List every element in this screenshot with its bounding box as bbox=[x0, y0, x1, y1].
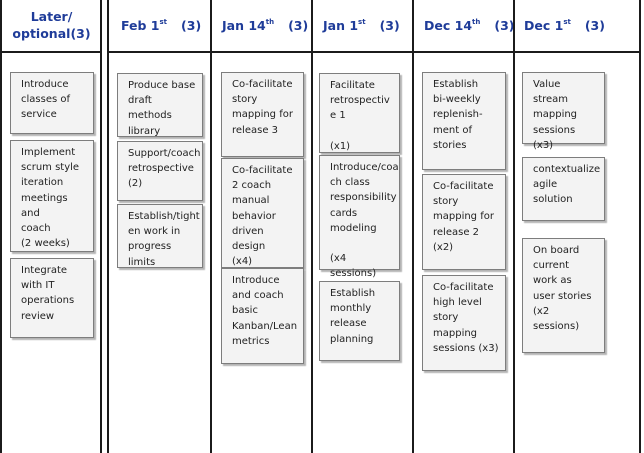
card: Implement scrum style iteration meetings and coach (2 weeks) bbox=[10, 140, 94, 252]
card: contextualize agile solution bbox=[522, 157, 605, 221]
column-title: Later/ bbox=[30, 9, 73, 24]
card: Value stream mapping sessions (x3) bbox=[522, 72, 605, 144]
column-later-optional bbox=[0, 0, 101, 453]
card: Introduce and coach basic Kanban/Lean metrics bbox=[221, 268, 304, 364]
card: Establish/tight en work in progress limits bbox=[117, 204, 203, 268]
column-header bbox=[313, 0, 412, 53]
card: Introduce/coa ch class responsibility cards modeling (x4 sessions) bbox=[319, 155, 400, 270]
column-feb-1st bbox=[107, 0, 210, 453]
column-header bbox=[2, 0, 101, 53]
card: Integrate with IT operations review bbox=[10, 258, 94, 338]
column-dec-1st bbox=[513, 0, 641, 453]
column-title: Dec 14th bbox=[424, 18, 481, 33]
column-jan-1st bbox=[311, 0, 412, 453]
column-title: Jan 14th bbox=[222, 18, 275, 33]
column-count: (3) bbox=[379, 18, 400, 33]
column-count: (3) bbox=[288, 18, 309, 33]
card: On board current work as user stories (x2 sessions) bbox=[522, 238, 605, 353]
column-header bbox=[414, 0, 513, 53]
column-count: (3) bbox=[181, 18, 202, 33]
card: Co-facilitate high level story mapping sessions (x3) bbox=[422, 275, 506, 371]
column-count: (3) bbox=[494, 18, 515, 33]
card: Introduce classes of service bbox=[10, 72, 94, 134]
column-title: Jan 1st bbox=[323, 18, 366, 33]
column-header bbox=[515, 0, 639, 53]
column-title: Feb 1st bbox=[121, 18, 168, 33]
card: Co-facilitate story mapping for release 2 (x2) bbox=[422, 174, 506, 270]
column-count: (3) bbox=[70, 26, 91, 41]
card: Support/coach retrospective (2) bbox=[117, 141, 203, 201]
column-header bbox=[212, 0, 311, 53]
column-title: Dec 1st bbox=[524, 18, 571, 33]
column-header bbox=[109, 0, 210, 53]
card: Produce base draft methods library bbox=[117, 73, 203, 137]
card: Co-facilitate 2 coach manual behavior driven design (x4) bbox=[221, 158, 304, 268]
card: Establish monthly release planning bbox=[319, 281, 400, 361]
card: Establish bi-weekly replenish- ment of stories bbox=[422, 72, 506, 170]
card: Facilitate retrospectiv e 1 (x1) bbox=[319, 73, 400, 153]
column-jan-14th bbox=[210, 0, 311, 453]
column-title-line2: optional bbox=[12, 26, 71, 41]
column-count: (3) bbox=[584, 18, 605, 33]
column-dec-14th bbox=[412, 0, 513, 453]
card: Co-facilitate story mapping for release 3 bbox=[221, 72, 304, 157]
